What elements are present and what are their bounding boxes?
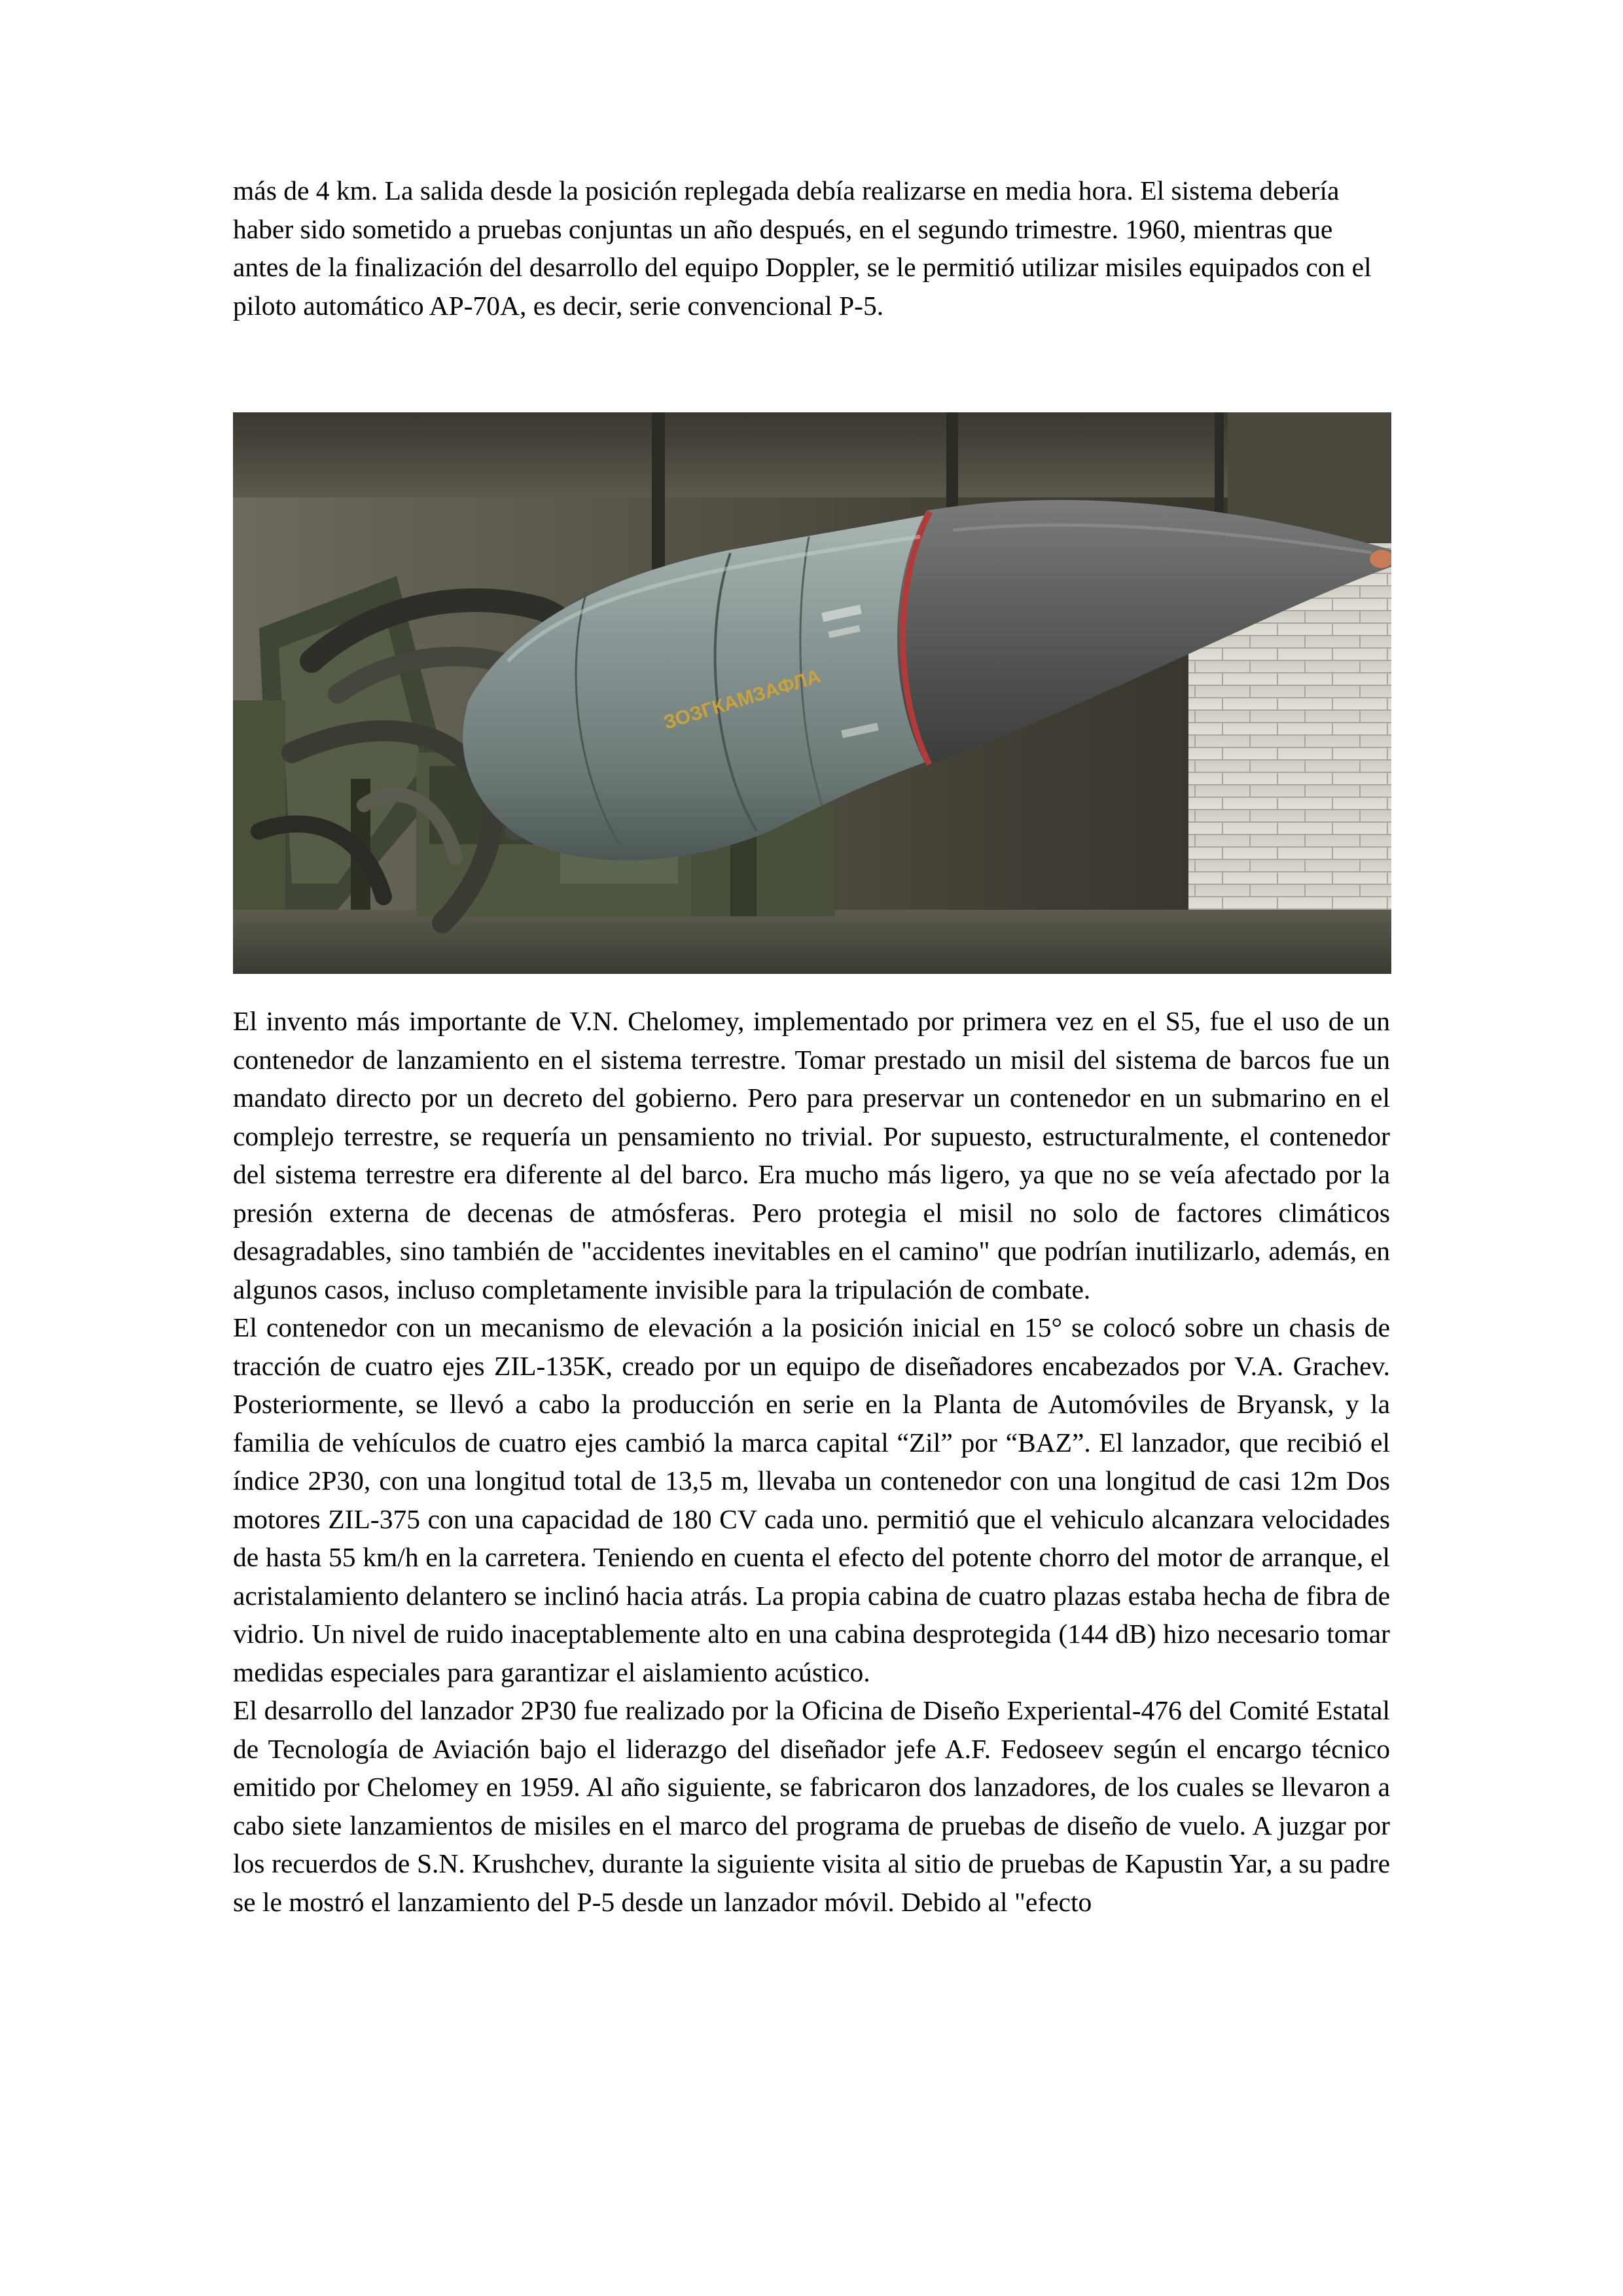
paragraph-container: El invento más importante de V.N. Chelomey, implementado por primera vez en el S5, fue el uso de un contenedor de lanzamiento en el sistema terrestre. Tomar prestado un misil del sistema de barcos fue un mandato directo por un decreto del gobierno. Pero para preservar un contenedor en un submarino en el complejo terrestre, se requería un pensamiento no trivial. Por supuesto, estructuralmente, el contenedor del sistema terrestre era diferente al del barco. Era mucho más ligero, ya que no se veía afectado por la presión externa de decenas de atmósferas. Pero protegia el misil no solo de factores climáticos desagradables, sino también de "accidentes inevitables en el camino" que podrían inutilizarlo, además, en algunos casos, incluso completamente invisible para la tripulación de combate. [233,1006,1390,1304]
missile-photo [233,412,1391,974]
missile-photo-illustration [233,412,1391,974]
missile-stencil-text: ЗОЗГКАМЗАФЛА [661,665,824,734]
hangar-floor [233,910,1391,974]
paragraph-chassis: El contenedor con un mecanismo de elevación a la posición inicial en 15° se colocó sobre un chasis de tracción de cuatro ejes ZIL-135K, creado por un equipo de diseñadores encabezados por V.A. Grachev. Posteriormente, se llevó a cabo la producción en serie en la Planta de Automóviles de Bryansk, y la familia de vehículos de cuatro ejes cambió la marca capital “Zil” por “BAZ”. El lanzador, que recibió el índice 2P30, con una longitud total de 13,5 m, llevaba un contenedor con una longitud de casi 12m Dos motores ZIL-375 con una capacidad de 180 CV cada uno. permitió que el vehiculo alcanzara velocidades de hasta 55 km/h en la carretera. Teniendo en cuenta el efecto del potente chorro del motor de arranque, el acristalamiento delantero se inclinó hacia atrás. La propia cabina de cuatro plazas estaba hecha de fibra de vidrio. Un nivel de ruido inaceptablemente alto en una cabina desprotegida (144 dB) hizo necesario tomar medidas especiales para garantizar el aislamiento acústico. [233,1312,1390,1687]
opening-paragraph: más de 4 km. La salida desde la posición replegada debía realizarse en media hora. El sistema debería haber sido sometido a pruebas conjuntas un año después, en el segundo trimestre. 1960, mientras que antes de la finalización del desarrollo del equipo Doppler, se le permitió utilizar misiles equipados con el piloto automático AP-70A, es decir, serie convencional P-5. [233,175,1372,321]
paragraph-launcher-development: El desarrollo del lanzador 2P30 fue realizado por la Oficina de Diseño Experiental-476 del Comité Estatal de Tecnología de Aviación bajo el liderazgo del diseñador jefe A.F. Fedoseev según el encargo técnico emitido por Chelomey en 1959. Al año siguiente, se fabricaron dos lanzadores, de los cuales se llevaron a cabo siete lanzamientos de misiles en el marco del programa de pruebas de diseño de vuelo. A juzgar por los recuerdos de S.N. Krushchev, durante la siguiente visita al sitio de pruebas de Kapustin Yar, a su padre se le mostró el lanzamiento del P-5 desde un lanzador móvil. Debido al "efecto [233,1695,1390,1917]
body-text [233,1002,1390,1921]
